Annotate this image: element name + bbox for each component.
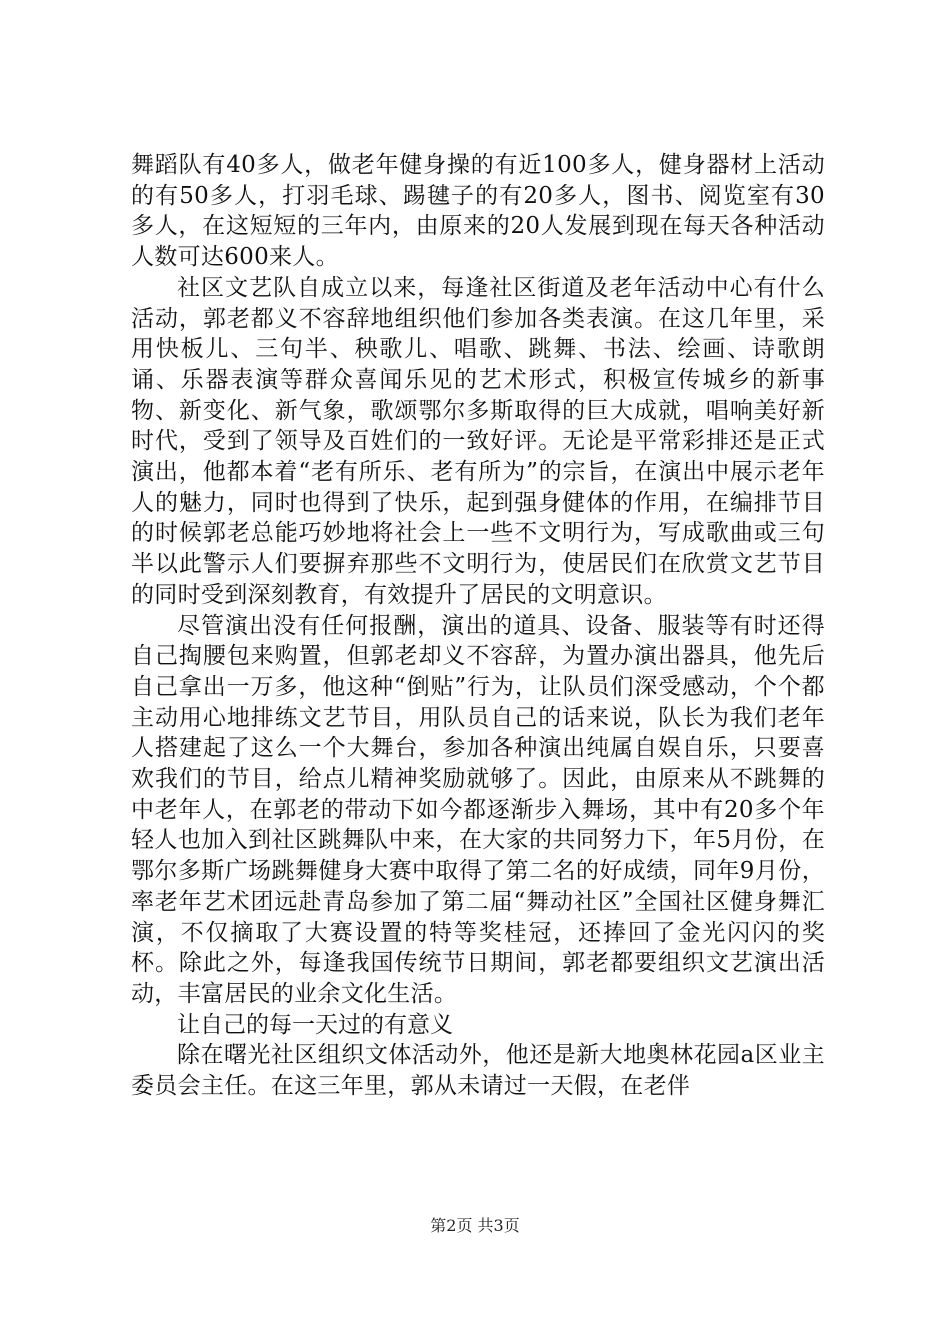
page-number-footer: 第2页 共3页 xyxy=(430,1216,520,1235)
paragraph-owners-committee: 除在曙光社区组织文体活动外，他还是新大地奥林花园a区业主委员会主任。在这三年里，郭从未请过一天假，在老伴 xyxy=(131,1042,825,1100)
document-body xyxy=(131,150,825,1102)
paragraph-activity-stats: 舞蹈队有40多人，做老年健身操的有近100多人，健身器材上活动的有50多人，打羽毛球、踢毽子的有20多人，图书、阅览室有30多人，在这短短的三年内，由原来的20人发展到现在每天各种活动人数可达600来人。 xyxy=(131,152,825,271)
section-heading: 让自己的每一天过的有意义 xyxy=(177,1011,453,1038)
paragraph-performances: 尽管演出没有任何报酬，演出的道具、设备、服装等有时还得自己掏腰包来购置，但郭老却义不容辞，为置办演出器具，他先后自己拿出一万多，他这种“倒贴”行为，让队员们深受感动，个个都主动用心地排练文艺节目，用队员自己的话来说，队长为我们老年人搭建起了这么一个大舞台，参加各种演出纯属自娱自乐，只要喜欢我们的节目，给点儿精神奖励就够了。因此，由原来从不跳舞的中老年人，在郭老的带动下如今都逐渐步入舞场，其中有20多个年轻人也加入到社区跳舞队中来，在大家的共同努力下，年5月份，在鄂尔多斯广场跳舞健身大赛中取得了第二名的好成绩，同年9月份，率老年艺术团远赴青岛参加了第二届“舞动社区”全国社区健身舞汇演，不仅摘取了大赛设置的特等奖桂冠，还捧回了金光闪闪的奖杯。除此之外，每逢我国传统节日期间，郭老都要组织文艺演出活动，丰富居民的业余文化生活。 xyxy=(131,612,825,1007)
paragraph-art-troupe: 社区文艺队自成立以来，每逢社区街道及老年活动中心有什么活动，郭老都义不容辞地组织他们参加各类表演。在这几年里，采用快板儿、三句半、秧歌儿、唱歌、跳舞、书法、绘画、诗歌朗诵、乐器表演等群众喜闻乐见的艺术形式，积极宣传城乡的新事物、新变化、新气象，歌颂鄂尔多斯取得的巨大成就，唱响美好新时代，受到了领导及百姓们的一致好评。无论是平常彩排还是正式演出，他都本着“老有所乐、老有所为”的宗旨，在演出中展示老年人的魅力，同时也得到了快乐，起到强身健体的作用，在编排节目的时候郭老总能巧妙地将社会上一些不文明行为，写成歌曲或三句半以此警示人们要摒弃那些不文明行为，使居民们在欣赏文艺节目的同时受到深刻教育，有效提升了居民的文明意识。 xyxy=(131,274,825,608)
